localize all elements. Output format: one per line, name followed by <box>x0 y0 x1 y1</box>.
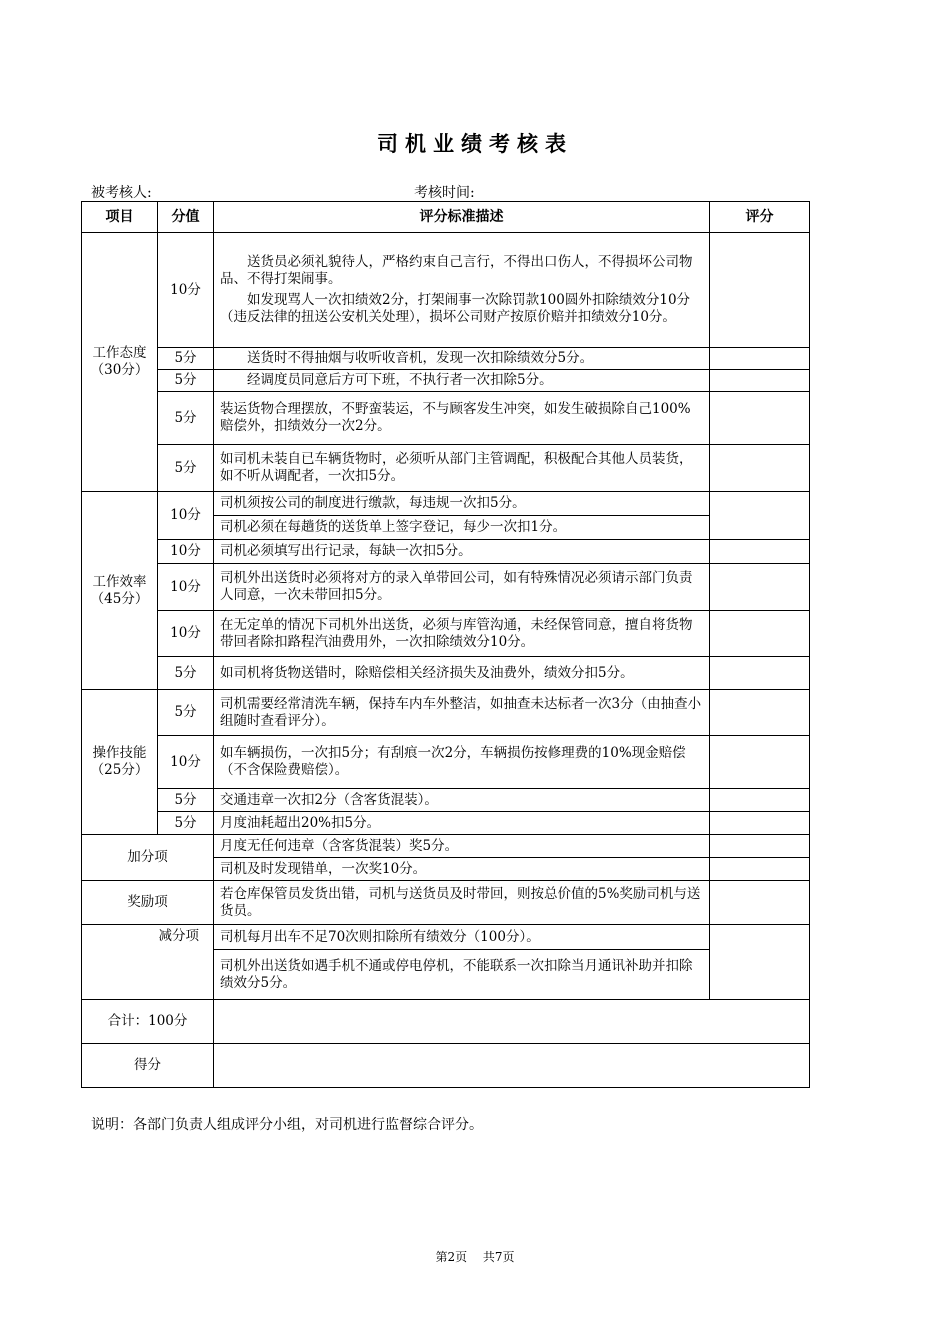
criteria-cell: 司机必须填写出行记录，每缺一次扣5分。 <box>214 540 710 564</box>
criteria-cell <box>214 233 710 348</box>
table-row <box>82 1044 810 1088</box>
score-input-cell[interactable] <box>710 370 810 392</box>
score-input-cell[interactable] <box>710 564 810 611</box>
score-input-cell[interactable] <box>710 392 810 445</box>
category-reward: 奖励项 <box>82 881 214 925</box>
table-row <box>82 445 810 492</box>
score-input-cell[interactable] <box>710 540 810 564</box>
score-input-cell[interactable] <box>710 445 810 492</box>
score-input-cell[interactable] <box>710 925 810 1000</box>
points-cell: 5分 <box>158 657 214 690</box>
category-bonus: 加分项 <box>82 835 214 881</box>
footnote: 说明：各部门负责人组成评分小组，对司机进行监督综合评分。 <box>91 1117 483 1133</box>
table-row <box>82 492 810 516</box>
criteria-cell: 司机必须在每趟货的送货单上签字登记，每少一次扣1分。 <box>214 516 710 540</box>
header-item: 项目 <box>82 202 158 233</box>
criteria-paragraph: 送货员必须礼貌待人，严格约束自己言行，不得出口伤人，不得损坏公司物品、不得打架闹事。 <box>220 254 693 287</box>
score-input-cell[interactable] <box>710 736 810 789</box>
points-cell: 5分 <box>158 370 214 392</box>
criteria-cell: 司机外出送货如遇手机不通或停电停机，不能联系一次扣除当月通讯补助并扣除绩效分5分。 <box>214 950 710 1000</box>
total-label: 合计：100分 <box>82 1000 214 1044</box>
points-cell: 5分 <box>158 348 214 370</box>
score-input-cell[interactable] <box>710 690 810 736</box>
table-row <box>82 657 810 690</box>
score-input-cell[interactable] <box>710 233 810 348</box>
criteria-paragraph: 如发现骂人一次扣绩效2分，打架闹事一次除罚款100圆外扣除绩效分10分（违反法律的扭送公安机关处理），损坏公司财产按原价赔并扣绩效分10分。 <box>220 292 691 325</box>
criteria-cell: 经调度员同意后方可下班，不执行者一次扣除5分。 <box>214 370 710 392</box>
header-score: 评分 <box>710 202 810 233</box>
criteria-cell: 如司机未装自已车辆货物时，必须听从部门主管调配，积极配合其他人员装货，如不听从调配者，一次扣5分。 <box>214 445 710 492</box>
page-number: 第2页 <box>435 1250 468 1264</box>
score-input-cell[interactable] <box>710 812 810 835</box>
score-input-cell[interactable] <box>710 492 810 540</box>
header-criteria: 评分标准描述 <box>214 202 710 233</box>
score-input-cell[interactable] <box>710 881 810 925</box>
score-input-cell[interactable] <box>710 348 810 370</box>
table-row <box>82 736 810 789</box>
criteria-cell: 若仓库保管员发货出错，司机与送货员及时带回，则按总价值的5%奖励司机与送货员。 <box>214 881 710 925</box>
table-row <box>82 392 810 445</box>
criteria-cell: 司机需要经常清洗车辆，保持车内车外整洁，如抽查未达标者一次3分（由抽查小组随时查看评分）。 <box>214 690 710 736</box>
score-input-cell[interactable] <box>710 858 810 881</box>
points-cell: 10分 <box>158 564 214 611</box>
final-score-value-cell[interactable] <box>214 1044 810 1088</box>
criteria-cell: 司机每月出车不足70次则扣除所有绩效分（100分）。 <box>214 925 710 950</box>
table-row <box>82 881 810 925</box>
table-row <box>82 1000 810 1044</box>
points-cell: 5分 <box>158 812 214 835</box>
category-deduction: 减分项 <box>82 925 214 1000</box>
category-operating-skill: 操作技能（25分） <box>82 690 158 835</box>
criteria-cell: 送货时不得抽烟与收听收音机，发现一次扣除绩效分5分。 <box>214 348 710 370</box>
points-cell: 10分 <box>158 611 214 657</box>
assessment-time-label: 考核时间: <box>414 185 475 201</box>
score-input-cell[interactable] <box>710 789 810 812</box>
assessment-table <box>81 201 810 1088</box>
table-row <box>82 540 810 564</box>
table-row <box>82 370 810 392</box>
points-cell: 10分 <box>158 540 214 564</box>
table-row <box>82 812 810 835</box>
page-total: 共7页 <box>482 1250 515 1264</box>
points-cell: 5分 <box>158 690 214 736</box>
header-points: 分值 <box>158 202 214 233</box>
criteria-cell: 司机及时发现错单，一次奖10分。 <box>214 858 710 881</box>
table-row <box>82 233 810 348</box>
points-cell: 5分 <box>158 789 214 812</box>
points-cell: 10分 <box>158 492 214 540</box>
criteria-cell: 月度无任何违章（含客货混装）奖5分。 <box>214 835 710 858</box>
table-row <box>82 690 810 736</box>
table-row <box>82 789 810 812</box>
criteria-cell: 司机须按公司的制度进行缴款，每违规一次扣5分。 <box>214 492 710 516</box>
category-work-efficiency: 工作效率（45分） <box>82 492 158 690</box>
criteria-cell: 在无定单的情况下司机外出送货，必须与库管沟通，未经保管同意，擅自将货物带回者除扣路程汽油费用外，一次扣除绩效分10分。 <box>214 611 710 657</box>
total-value-cell[interactable] <box>214 1000 810 1044</box>
criteria-cell: 装运货物合理摆放，不野蛮装运，不与顾客发生冲突，如发生破损除自己100%赔偿外，扣绩效分一次2分。 <box>214 392 710 445</box>
points-cell: 10分 <box>158 233 214 348</box>
points-cell: 10分 <box>158 736 214 789</box>
page-title: 司机业绩考核表 <box>377 132 573 156</box>
final-score-label: 得分 <box>82 1044 214 1088</box>
page-footer <box>0 1248 950 1265</box>
category-work-attitude: 工作态度（30分） <box>82 233 158 492</box>
table-row <box>82 611 810 657</box>
score-input-cell[interactable] <box>710 835 810 858</box>
score-input-cell[interactable] <box>710 657 810 690</box>
table-row <box>82 925 810 950</box>
criteria-cell: 月度油耗超出20%扣5分。 <box>214 812 710 835</box>
table-row <box>82 564 810 611</box>
points-cell: 5分 <box>158 392 214 445</box>
assessee-label: 被考核人: <box>91 185 152 201</box>
table-header-row <box>82 202 810 233</box>
table-row <box>82 348 810 370</box>
criteria-cell: 如司机将货物送错时，除赔偿相关经济损失及油费外，绩效分扣5分。 <box>214 657 710 690</box>
points-cell: 5分 <box>158 445 214 492</box>
table-row <box>82 835 810 858</box>
criteria-cell: 交通违章一次扣2分（含客货混装）。 <box>214 789 710 812</box>
criteria-cell: 如车辆损伤，一次扣5分；有刮痕一次2分，车辆损伤按修理费的10%现金赔偿（不含保险费赔偿）。 <box>214 736 710 789</box>
score-input-cell[interactable] <box>710 611 810 657</box>
criteria-cell: 司机外出送货时必须将对方的录入单带回公司，如有特殊情况必须请示部门负责人同意，一次未带回扣5分。 <box>214 564 710 611</box>
